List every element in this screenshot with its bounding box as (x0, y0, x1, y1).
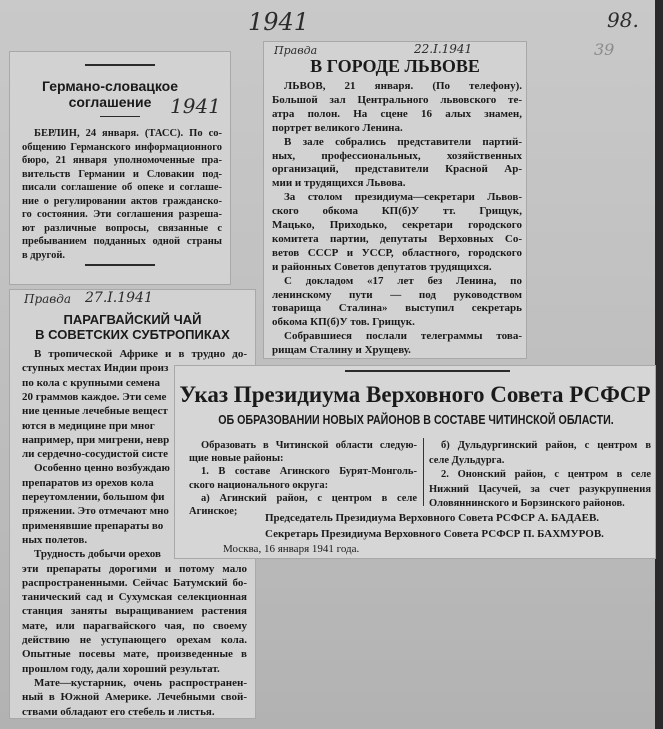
text-line: эти препараты дорогими и потому мало (22, 562, 247, 575)
text-line: товарища Сталина» выступил секретарь (272, 302, 522, 315)
divider (345, 370, 510, 372)
text-line: 20 граммов каждое. Эти семе (22, 390, 167, 403)
old-page-number: 39 (594, 40, 615, 59)
text-line: распространенными. Сейчас Батумский бо- (22, 576, 247, 589)
signature-chairman: Председатель Президиума Верховного Совета РСФСР А. БАДАЕВ. (265, 512, 600, 524)
text-line: станция заняты выращиванием растения (22, 605, 247, 618)
handwritten-date: 27.I.1941 (85, 290, 153, 306)
text-line: пряжении. Это отмечают мно (22, 505, 169, 518)
text-line: ние ценные лечебные вещест (22, 405, 168, 418)
handwritten-source: Правда (24, 292, 72, 306)
handwritten-year: 1941 (248, 8, 310, 36)
text-line: а) Агинский район, с центром в селе (201, 492, 417, 504)
text-line: щие новые районы: (189, 453, 284, 465)
clipping-german-slovak-agreement (10, 52, 230, 284)
text-line: действию не уступающего орехам кола. (22, 634, 247, 646)
text-line: ных, профессиональных, хозяйственных (272, 149, 522, 162)
text-line: Образовать в Читинской области следую- (201, 440, 417, 451)
decree-subtitle: ОБ ОБРАЗОВАНИИ НОВЫХ РАЙОНОВ В СОСТАВЕ ЧИТИНСКОЙ ОБЛАСТИ. (218, 412, 614, 427)
text-line: Особенно ценно возбуждаю (34, 462, 170, 475)
text-line: Трудность добычи орехов (34, 548, 161, 561)
text-line: ствами обладают его стебель и листья. (22, 705, 215, 718)
decree-title: Указ Президиума Верховного Совета РСФСР (179, 382, 651, 407)
text-line: ского национального округа: (189, 479, 329, 491)
column-divider (423, 438, 424, 506)
text-line: обкома КП(б)У тов. Грищук. (272, 316, 415, 329)
text-line: Большой зал Центрального львовского те- (272, 93, 522, 106)
text-line: Агинское; (189, 506, 238, 517)
text-line: ленинскому пути — под руководством (272, 288, 522, 301)
text-line: ный в Южной Америке. Лечебными свой- (22, 691, 247, 704)
text-line: БЕРЛИН, 24 января. (ТАСС). По со- (34, 128, 222, 139)
text-line: атра полон. На сцене 16 алых знамен, (272, 107, 522, 120)
divider (85, 64, 155, 66)
text-line: 1. В составе Агинского Бурят-Монголь- (201, 466, 417, 478)
divider (100, 116, 140, 117)
page-number: 98. (607, 8, 639, 32)
text-line: вительств Германии и Словакии под- (22, 168, 222, 180)
text-line: прошлом году, дали хороший результат. (22, 662, 220, 675)
text-line: ступных местах Индии произ (22, 362, 169, 375)
text-line: танический сад и Сухумская селекционная (22, 591, 247, 604)
text-line: 2. Ононский район, с центром в селе (441, 469, 651, 480)
text-line: например, при мигрени, невр (22, 433, 170, 446)
text-line: В зале собрались представители партий- (284, 135, 522, 148)
text-line: применявшие препараты во (22, 519, 164, 532)
text-line: Оловяннинского и Борзинского районов. (429, 498, 625, 509)
text-line: мате, или парагвайского чая, по своему (22, 619, 247, 632)
place-date: Москва, 16 января 1941 года. (223, 543, 360, 555)
handwritten-date: 22.I.1941 (414, 42, 473, 56)
text-line: ются в медицине при мног (22, 419, 155, 432)
text-line: селе Дульдурга. (429, 454, 505, 466)
clipping-lvov (264, 42, 526, 358)
text-line: Мацько, Приходько, секретари городского (272, 219, 522, 231)
text-line: общению Германского информационного (22, 141, 222, 153)
text-line: В тропической Африке и в трудно до- (34, 348, 247, 360)
article-title: Германо-словацкое (41, 78, 179, 94)
text-line: ют различные вопросы, связанные с (22, 222, 222, 234)
text-line: препаратов из орехов кола (22, 476, 154, 489)
text-line: Нижний Цасучей, за счет разукрупнения (429, 483, 651, 495)
signature-secretary: Секретарь Президиума Верховного Совета РСФСР П. БАХМУРОВ. (265, 528, 604, 540)
text-line: переутомлении, большом фи (22, 491, 165, 503)
text-line: бюро, 21 января уполномоченные пра- (22, 155, 222, 166)
text-line: ных полетов. (22, 533, 88, 546)
text-line: комитета партии, депутаты Верховных Со- (272, 232, 522, 245)
text-line: Мате—кустарник, очень распространен- (34, 676, 247, 689)
text-line: ветов СССР и УССР, областного, городского (272, 246, 522, 259)
text-line: ЛЬВОВ, 21 января. (По телефону). (284, 80, 522, 92)
clipping-decree (175, 366, 655, 558)
text-line: За столом президиума—секретари Львов- (284, 191, 522, 204)
text-line: го состояния. Эти соглашения разреша- (22, 209, 222, 220)
text-line: Собравшиеся послали телеграммы това- (284, 330, 522, 343)
text-line: С докладом «17 лет без Ленина, по (284, 274, 522, 287)
text-line: по кола с крупными семена (22, 376, 160, 389)
text-line: Опытные посевы мате, произведенные в (22, 648, 247, 661)
text-line: ние о регулировании актов гражданско- (22, 195, 222, 207)
text-line: б) Дульдургинский район, с центром в (441, 440, 651, 451)
text-line: в другой. (22, 249, 65, 261)
text-line: мии и трудящихся Львова. (272, 177, 406, 190)
article-title: ПАРАГВАЙСКИЙ ЧАЙ (63, 312, 202, 327)
text-line: рищам Сталину и Хрущеву. (272, 344, 411, 357)
divider (85, 264, 155, 266)
text-line: писали соглашение об опеке и соглаше- (22, 182, 222, 193)
text-line: портрет великого Ленина. (272, 121, 403, 134)
text-line: пребыванием подданных одной страны (22, 236, 222, 247)
text-line: ского обкома КП(б)У тт. Грищук, (272, 205, 522, 218)
text-line: и районных Советов депутатов трудящихся. (272, 260, 492, 273)
page-edge (655, 0, 663, 729)
article-title: соглашение (68, 94, 152, 110)
handwritten-source: Правда (274, 44, 318, 57)
handwritten-year: 1941 (170, 94, 221, 118)
article-title: В ГОРОДЕ ЛЬВОВЕ (310, 56, 480, 76)
text-line: организаций, представители Красной Ар- (272, 163, 522, 176)
text-line: ли сердечно-сосудистой систе (22, 448, 168, 461)
article-title: В СОВЕТСКИХ СУБТРОПИКАХ (35, 327, 230, 342)
